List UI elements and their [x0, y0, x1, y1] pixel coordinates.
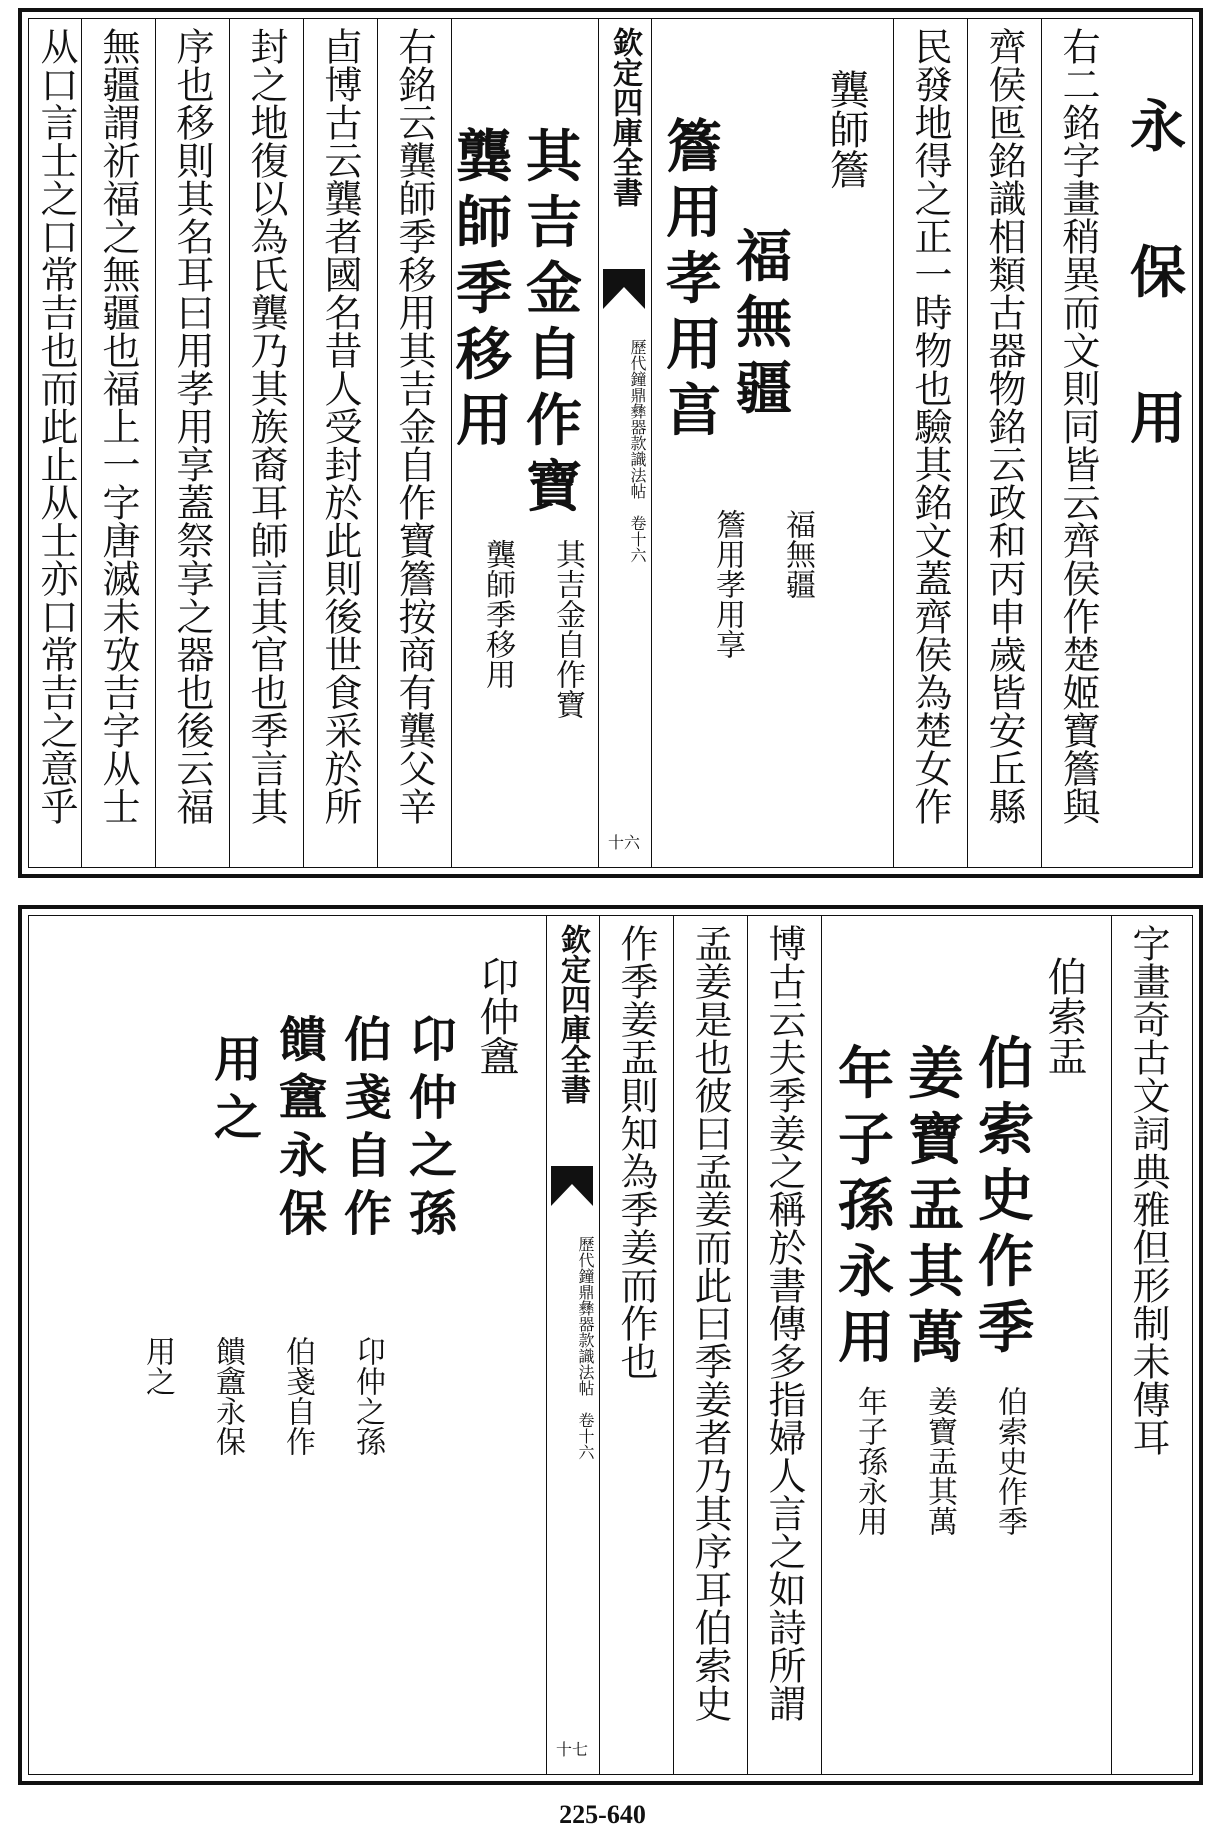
seal-glyph: 孫	[838, 1173, 894, 1239]
column-rule	[967, 19, 968, 867]
page-top-frame	[28, 18, 1193, 868]
vessel-title: 卬仲盦	[473, 956, 519, 1076]
transcription: 簷用孝用享	[710, 509, 745, 659]
transcription: 年子孫永用	[852, 1386, 887, 1536]
text-column: 作季姜盂則知為季姜而作也	[614, 924, 658, 1380]
seal-glyph: 季	[456, 256, 512, 322]
seal-glyph: 用	[1130, 386, 1186, 452]
seal-glyph: 索	[978, 1097, 1034, 1163]
spine-title: 欽定四庫全書	[607, 27, 642, 207]
seal-glyph: 寶	[908, 1107, 964, 1173]
fish-tail-mark-icon	[551, 1166, 593, 1206]
text-column: 無疆謂祈福之無疆也福上一字唐滅未攷吉字从士	[96, 27, 140, 825]
transcription: 福無疆	[780, 509, 815, 599]
transcription: 饋盦永保	[210, 1336, 245, 1456]
seal-glyph: 保	[1130, 240, 1186, 306]
seal-glyph: 用	[838, 1305, 894, 1371]
seal-glyph: 饋	[278, 1012, 327, 1068]
seal-glyph: 用	[456, 388, 512, 454]
seal-glyph: 子	[838, 1107, 894, 1173]
column-rule	[303, 19, 304, 867]
text-column: 卣博古云龔者國名昔人受封於此則後世食采於所	[318, 27, 362, 825]
column-rule	[229, 19, 230, 867]
seal-glyph: 永	[278, 1128, 327, 1184]
spine-subtitle: 歷代鐘鼎彝器款識法帖 卷十六	[576, 1236, 595, 1460]
seal-glyph: 亯	[666, 378, 722, 444]
seal-glyph: 伯	[343, 1012, 392, 1068]
book-spine	[598, 19, 652, 867]
seal-glyph: 季	[978, 1295, 1034, 1361]
seal-glyph: 孫	[408, 1186, 457, 1242]
column-rule	[1111, 916, 1112, 1774]
seal-inscription	[278, 1012, 327, 1248]
text-column: 右二銘字畫稍異而文則同皆云齊侯作楚姬寶簷與	[1056, 27, 1100, 825]
column-rule	[155, 19, 156, 867]
seal-glyph: 金	[526, 256, 582, 322]
seal-glyph: 年	[838, 1041, 894, 1107]
seal-glyph: 自	[343, 1128, 392, 1184]
seal-glyph: 師	[456, 190, 512, 256]
text-column: 字畫奇古文詞典雅但形制未傳耳	[1126, 924, 1170, 1456]
seal-glyph: 簷	[666, 114, 722, 180]
column-rule	[821, 916, 822, 1774]
fish-tail-mark-icon	[603, 269, 645, 309]
seal-inscription	[526, 124, 582, 525]
transcription: 用之	[140, 1336, 175, 1396]
seal-glyph: 孝	[666, 246, 722, 312]
seal-glyph: 之	[408, 1128, 457, 1184]
text-column: 齊侯匜銘識相類古器物銘云政和丙申歲皆安丘縣	[982, 27, 1026, 825]
column-rule	[1041, 19, 1042, 867]
seal-glyph: 保	[278, 1186, 327, 1242]
seal-inscription	[978, 1031, 1034, 1366]
transcription: 龔師季移用	[480, 539, 515, 689]
spine-subtitle: 歷代鐘鼎彝器款識法帖 卷十六	[628, 339, 647, 563]
seal-inscription	[908, 1041, 964, 1376]
text-column: 从口言士之口常吉也而此止从士亦口常吉之意乎	[34, 27, 78, 825]
seal-glyph: 福	[736, 224, 792, 290]
seal-glyph: 戔	[343, 1070, 392, 1126]
transcription: 姜寶盂其萬	[922, 1386, 957, 1536]
seal-glyph: 其	[526, 124, 582, 190]
seal-inscription	[343, 1012, 392, 1248]
column-rule	[747, 916, 748, 1774]
seal-glyph: 無	[736, 290, 792, 356]
seal-glyph: 永	[838, 1239, 894, 1305]
seal-glyph: 萬	[908, 1305, 964, 1371]
seal-glyph: 移	[456, 322, 512, 388]
seal-inscription	[408, 1012, 457, 1248]
seal-glyph: 其	[908, 1239, 964, 1305]
column-rule	[893, 19, 894, 867]
seal-glyph: 疆	[736, 356, 792, 422]
page-bottom	[18, 905, 1203, 1785]
transcription: 其吉金自作寶	[550, 539, 585, 719]
page-bottom-frame	[28, 915, 1193, 1775]
seal-glyph: 卬	[408, 1012, 457, 1068]
seal-inscription	[213, 1032, 262, 1152]
seal-glyph: 之	[213, 1090, 262, 1146]
seal-glyph: 仲	[408, 1070, 457, 1126]
seal-glyph: 姜	[908, 1041, 964, 1107]
seal-glyph: 用	[666, 180, 722, 246]
text-column: 博古云夫季姜之稱於書傳多指婦人言之如詩所謂	[762, 924, 806, 1722]
text-column: 右銘云龔師季移用其吉金自作寶簷按商有龔父辛	[392, 27, 436, 825]
seal-glyph: 寶	[526, 454, 582, 520]
seal-inscription-right	[1130, 94, 1186, 457]
book-spine	[546, 916, 600, 1774]
vessel-title: 龔師簷	[823, 69, 869, 189]
page-top	[18, 8, 1203, 878]
column-rule	[673, 916, 674, 1774]
seal-glyph: 盂	[908, 1173, 964, 1239]
text-column: 封之地復以為氏龔乃其族裔耳師言其官也季言其	[244, 27, 288, 825]
seal-glyph: 作	[526, 388, 582, 454]
transcription: 伯索史作季	[992, 1386, 1027, 1536]
transcription: 伯戔自作	[280, 1336, 315, 1456]
seal-inscription	[736, 224, 792, 427]
page-number-footer: 225-640	[559, 1800, 646, 1829]
text-column: 孟姜是也彼曰孟姜而此曰季姜者乃其序耳伯索史	[688, 924, 732, 1722]
seal-glyph: 吉	[526, 190, 582, 256]
seal-glyph: 永	[1130, 94, 1186, 160]
vessel-title: 伯索盂	[1041, 956, 1087, 1076]
seal-inscription	[666, 114, 722, 449]
transcription: 卬仲之孫	[350, 1336, 385, 1456]
text-column: 民發地得之正一時物也驗其銘文蓋齊侯為楚女作	[908, 27, 952, 825]
spine-title: 欽定四庫全書	[555, 924, 590, 1104]
column-rule	[377, 19, 378, 867]
seal-inscription	[456, 124, 512, 459]
seal-glyph: 伯	[978, 1031, 1034, 1097]
text-column: 序也移則其名耳曰用孝用享蓋祭享之器也後云福	[170, 27, 214, 825]
folio-number: 十六	[607, 833, 640, 852]
seal-inscription	[838, 1041, 894, 1376]
column-rule	[451, 19, 452, 867]
seal-glyph: 作	[978, 1229, 1034, 1295]
seal-glyph: 自	[526, 322, 582, 388]
seal-glyph: 史	[978, 1163, 1034, 1229]
seal-glyph: 用	[213, 1032, 262, 1088]
folio-number: 十七	[555, 1740, 588, 1759]
seal-glyph: 盦	[278, 1070, 327, 1126]
seal-glyph: 作	[343, 1186, 392, 1242]
seal-glyph: 用	[666, 312, 722, 378]
seal-glyph: 龔	[456, 124, 512, 190]
